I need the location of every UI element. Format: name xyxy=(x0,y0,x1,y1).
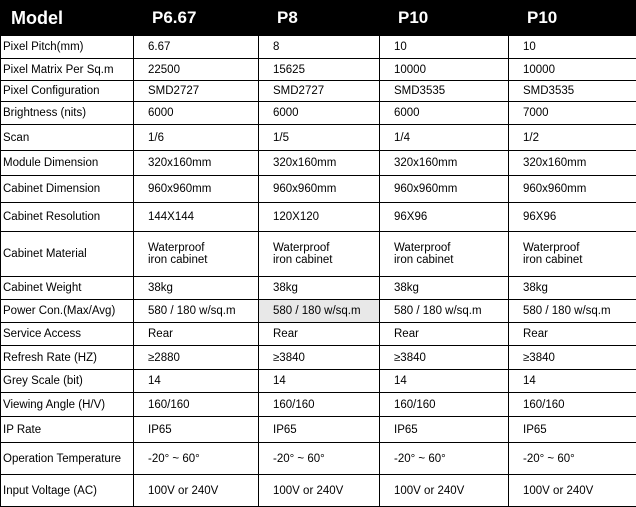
row-label: Operation Temperature xyxy=(1,443,134,475)
row-label: Brightness (nits) xyxy=(1,102,134,125)
row-label: Service Access xyxy=(1,323,134,346)
table-cell: -20° ~ 60° xyxy=(380,443,509,475)
table-cell: 96X96 xyxy=(380,203,509,232)
table-cell: Rear xyxy=(380,323,509,346)
model-header: P8 xyxy=(259,1,380,36)
table-cell: IP65 xyxy=(259,417,380,443)
table-cell: 15625 xyxy=(259,59,380,81)
table-row xyxy=(1,323,636,346)
cell-line: iron cabinet xyxy=(394,254,453,266)
table-cell: 160/160 xyxy=(259,393,380,417)
table-cell: 38kg xyxy=(259,277,380,300)
table-cell: 8 xyxy=(259,36,380,59)
model-header: P10 xyxy=(509,1,636,36)
table-cell: 160/160 xyxy=(380,393,509,417)
header-label: Model xyxy=(1,1,134,36)
table-row xyxy=(1,393,636,417)
table-cell: 320x160mm xyxy=(134,151,259,176)
table-row xyxy=(1,475,636,507)
table-cell: 6.67 xyxy=(134,36,259,59)
header-row xyxy=(1,1,636,36)
table-row xyxy=(1,300,636,323)
table-cell: 320x160mm xyxy=(509,151,636,176)
table-cell: SMD3535 xyxy=(509,81,636,102)
table-cell: 144X144 xyxy=(134,203,259,232)
table-cell xyxy=(509,232,636,277)
cell-line: iron cabinet xyxy=(148,254,207,266)
table-cell: 960x960mm xyxy=(380,176,509,203)
table-row xyxy=(1,232,636,277)
table-cell: 14 xyxy=(380,370,509,393)
table-cell: 1/6 xyxy=(134,125,259,151)
table-cell: 6000 xyxy=(259,102,380,125)
row-label: Pixel Matrix Per Sq.m xyxy=(1,59,134,81)
table-row xyxy=(1,370,636,393)
table-cell: 1/2 xyxy=(509,125,636,151)
table-cell: IP65 xyxy=(134,417,259,443)
table-row xyxy=(1,203,636,232)
table-cell: 160/160 xyxy=(509,393,636,417)
table-cell: 960x960mm xyxy=(134,176,259,203)
table-cell: 38kg xyxy=(380,277,509,300)
table-cell: IP65 xyxy=(509,417,636,443)
table-cell: SMD2727 xyxy=(259,81,380,102)
table-cell: 960x960mm xyxy=(509,176,636,203)
table-cell: 100V or 240V xyxy=(509,475,636,507)
row-label: Viewing Angle (H/V) xyxy=(1,393,134,417)
table-cell: 580 / 180 w/sq.m xyxy=(134,300,259,323)
table-cell: -20° ~ 60° xyxy=(259,443,380,475)
row-label: Refresh Rate (HZ) xyxy=(1,346,134,370)
table-cell: -20° ~ 60° xyxy=(509,443,636,475)
table-row xyxy=(1,125,636,151)
row-label: Pixel Configuration xyxy=(1,81,134,102)
row-label: Cabinet Weight xyxy=(1,277,134,300)
table-cell: 38kg xyxy=(134,277,259,300)
table-cell: -20° ~ 60° xyxy=(134,443,259,475)
table-cell: 10 xyxy=(509,36,636,59)
row-label: Scan xyxy=(1,125,134,151)
row-label: Cabinet Resolution xyxy=(1,203,134,232)
table-row xyxy=(1,59,636,81)
cell-line: iron cabinet xyxy=(273,254,332,266)
table-cell: 38kg xyxy=(509,277,636,300)
table-cell xyxy=(134,232,259,277)
table-cell: 96X96 xyxy=(509,203,636,232)
table-cell: 22500 xyxy=(134,59,259,81)
table-cell: 14 xyxy=(509,370,636,393)
table-cell: 100V or 240V xyxy=(259,475,380,507)
table-cell: 10000 xyxy=(509,59,636,81)
table-cell: Rear xyxy=(259,323,380,346)
table-cell: ≥3840 xyxy=(259,346,380,370)
table-cell: 580 / 180 w/sq.m xyxy=(380,300,509,323)
table-cell: SMD2727 xyxy=(134,81,259,102)
table-cell: 320x160mm xyxy=(259,151,380,176)
table-cell: 100V or 240V xyxy=(134,475,259,507)
row-label: Input Voltage (AC) xyxy=(1,475,134,507)
table-cell: Rear xyxy=(509,323,636,346)
cell-line: iron cabinet xyxy=(523,254,582,266)
table-cell: Rear xyxy=(134,323,259,346)
row-label: IP Rate xyxy=(1,417,134,443)
row-label: Grey Scale (bit) xyxy=(1,370,134,393)
cell-line: Waterproof xyxy=(523,242,579,254)
table-cell xyxy=(380,232,509,277)
table-cell: 100V or 240V xyxy=(380,475,509,507)
row-label: Pixel Pitch(mm) xyxy=(1,36,134,59)
table-row xyxy=(1,102,636,125)
table-cell-highlighted: 580 / 180 w/sq.m xyxy=(259,300,380,323)
table-cell xyxy=(259,232,380,277)
table-cell: 120X120 xyxy=(259,203,380,232)
table-cell: 14 xyxy=(259,370,380,393)
model-header: P10 xyxy=(380,1,509,36)
table-cell: 10000 xyxy=(380,59,509,81)
table-cell: ≥3840 xyxy=(380,346,509,370)
row-label: Cabinet Dimension xyxy=(1,176,134,203)
table-row xyxy=(1,176,636,203)
row-label: Module Dimension xyxy=(1,151,134,176)
table-cell: 1/5 xyxy=(259,125,380,151)
table-cell: 960x960mm xyxy=(259,176,380,203)
cell-line: Waterproof xyxy=(394,242,450,254)
cell-line: Waterproof xyxy=(273,242,329,254)
table-cell: 7000 xyxy=(509,102,636,125)
table-row xyxy=(1,36,636,59)
table-cell: ≥3840 xyxy=(509,346,636,370)
cell-line: Waterproof xyxy=(148,242,204,254)
table-row xyxy=(1,346,636,370)
table-row xyxy=(1,417,636,443)
table-cell: 6000 xyxy=(134,102,259,125)
table-row xyxy=(1,443,636,475)
table-cell: 10 xyxy=(380,36,509,59)
table-cell: 580 / 180 w/sq.m xyxy=(509,300,636,323)
table-cell: 160/160 xyxy=(134,393,259,417)
row-label: Cabinet Material xyxy=(1,232,134,277)
row-label: Power Con.(Max/Avg) xyxy=(1,300,134,323)
table-cell: 6000 xyxy=(380,102,509,125)
table-row xyxy=(1,277,636,300)
table-row xyxy=(1,81,636,102)
table-cell: 14 xyxy=(134,370,259,393)
table-cell: SMD3535 xyxy=(380,81,509,102)
table-cell: IP65 xyxy=(380,417,509,443)
table-cell: ≥2880 xyxy=(134,346,259,370)
table-cell: 1/4 xyxy=(380,125,509,151)
table-cell: 320x160mm xyxy=(380,151,509,176)
table-row xyxy=(1,151,636,176)
model-header: P6.67 xyxy=(134,1,259,36)
